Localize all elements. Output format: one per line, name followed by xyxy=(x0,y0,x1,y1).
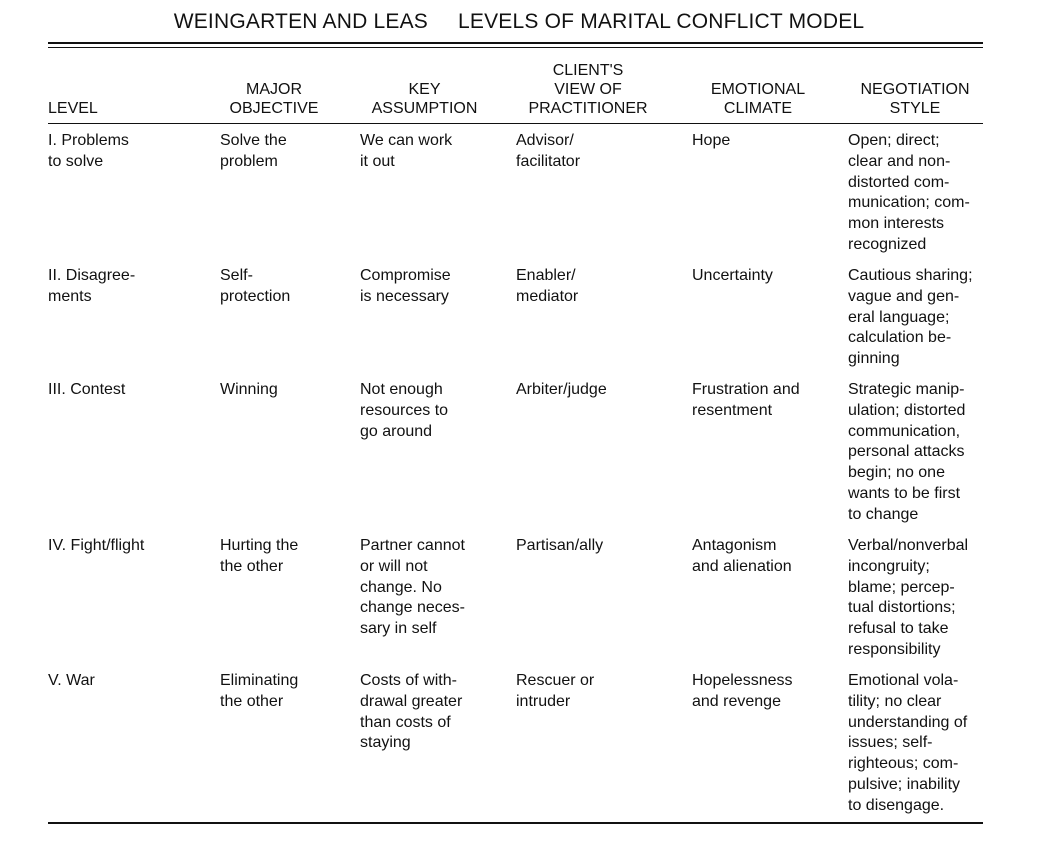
bottom-rule xyxy=(48,822,983,824)
header-client-view: CLIENT'S VIEW OF PRACTITIONER xyxy=(528,62,648,117)
header-negotiation-style: NEGOTIATION STYLE xyxy=(860,81,970,117)
top-rule xyxy=(48,42,983,44)
row-5-view: Rescuer or intruder xyxy=(516,672,595,710)
header-level: LEVEL xyxy=(48,100,98,117)
header-emotional-climate: EMOTIONAL CLIMATE xyxy=(710,81,806,117)
row-4-style: Verbal/nonverbal incongruity; blame; percep- tual distortions; refusal to take responsibility xyxy=(848,537,969,658)
row-4-objective: Hurting the the other xyxy=(220,537,299,575)
row-2-view: Enabler/ mediator xyxy=(516,267,579,305)
top-rule-thin xyxy=(48,47,983,48)
row-1-level: I. Problems to solve xyxy=(48,132,129,170)
row-4-level: IV. Fight/flight xyxy=(48,537,145,554)
row-3-view: Arbiter/judge xyxy=(516,381,607,398)
row-3-climate: Frustration and resentment xyxy=(692,381,800,419)
row-3-style: Strategic manip- ulation; distorted communication, personal attacks begin; no one wants to be first to change xyxy=(848,381,966,523)
row-1-climate: Hope xyxy=(692,132,731,149)
header-rule xyxy=(48,123,983,124)
row-2-style: Cautious sharing; vague and gen- eral language; calculation be- ginning xyxy=(848,267,973,368)
row-3-assumption: Not enough resources to go around xyxy=(360,381,449,440)
row-2-level: II. Disagree- ments xyxy=(48,267,136,305)
row-5-assumption: Costs of with- drawal greater than costs of staying xyxy=(360,672,463,752)
row-2-assumption: Compromise is necessary xyxy=(360,267,451,305)
row-5-level: V. War xyxy=(48,672,95,689)
row-4-assumption: Partner cannot or will not change. No change neces- sary in self xyxy=(360,537,465,638)
row-5-climate: Hopelessness and revenge xyxy=(692,672,793,710)
row-2-objective: Self- protection xyxy=(220,267,291,305)
row-1-style: Open; direct; clear and non- distorted com- munication; com- mon interests recognized xyxy=(848,132,970,253)
table-title xyxy=(0,10,1038,34)
row-1-objective: Solve the problem xyxy=(220,132,287,170)
row-5-style: Emotional vola- tility; no clear understanding of issues; self- righteous; com- pulsive; inability to disengage. xyxy=(848,672,968,814)
title-model: LEVELS OF MARITAL CONFLICT MODEL xyxy=(458,10,865,33)
row-3-level: III. Contest xyxy=(48,381,126,398)
row-4-climate: Antagonism and alienation xyxy=(692,537,792,575)
row-1-assumption: We can work it out xyxy=(360,132,453,170)
header-major-objective: MAJOR OBJECTIVE xyxy=(229,81,319,117)
title-authors: WEINGARTEN AND LEAS xyxy=(173,10,429,33)
row-3-objective: Winning xyxy=(220,381,278,398)
row-2-climate: Uncertainty xyxy=(692,267,773,284)
row-4-view: Partisan/ally xyxy=(516,537,604,554)
row-5-objective: Eliminating the other xyxy=(220,672,299,710)
row-1-view: Advisor/ facilitator xyxy=(516,132,581,170)
header-key-assumption: KEY ASSUMPTION xyxy=(371,81,478,117)
